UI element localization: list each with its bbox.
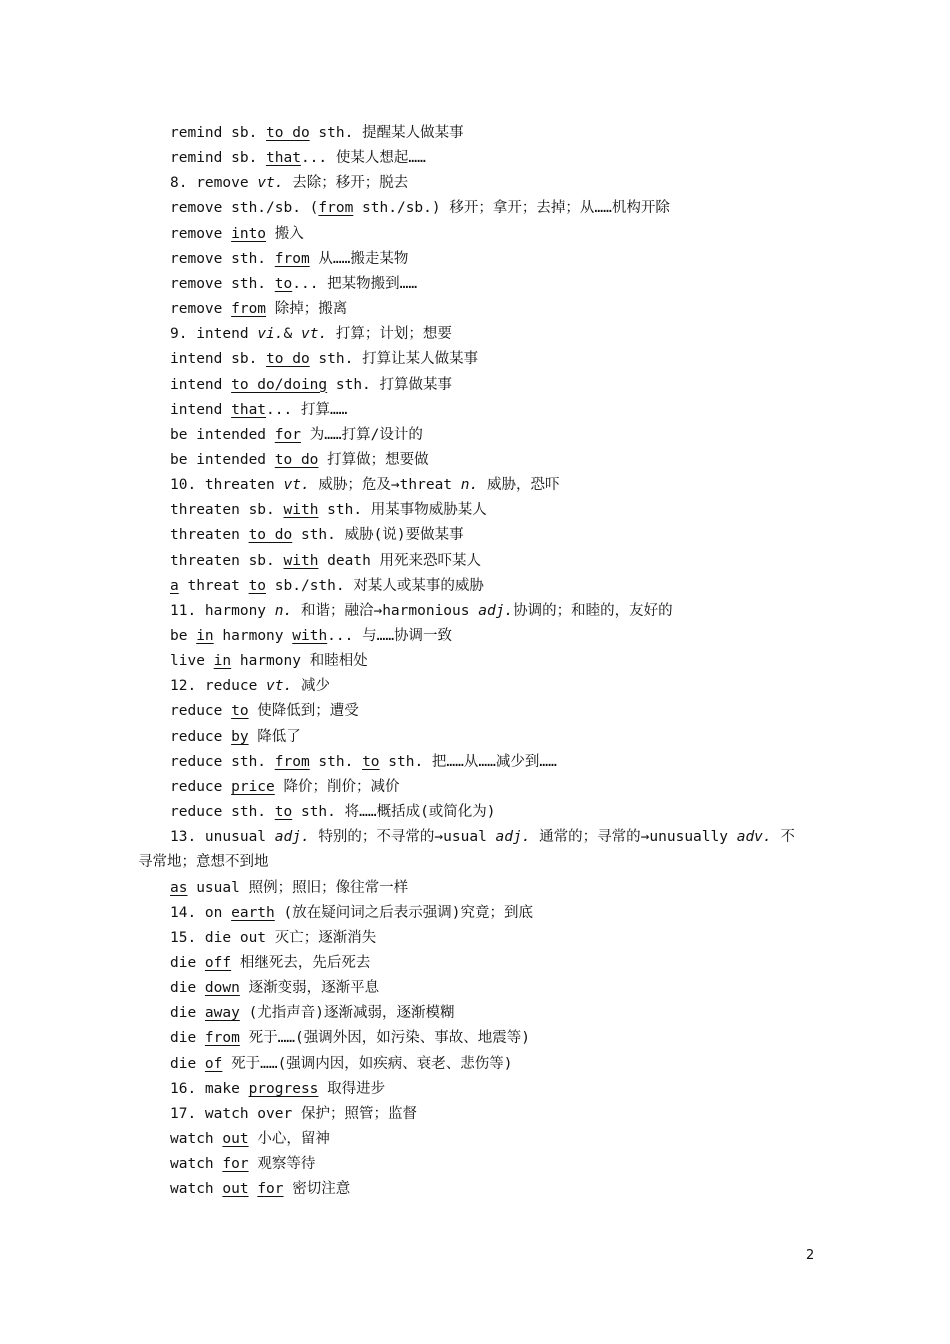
text-segment: harmony — [213, 628, 293, 644]
underlined-term: down — [204, 980, 240, 997]
underlined-term: as — [170, 879, 188, 896]
text-line — [170, 198, 670, 218]
underlined-term: by — [231, 728, 249, 745]
text-segment: die — [170, 1005, 205, 1022]
text-segment: ... 打算…… — [266, 401, 348, 418]
text-segment: ... 把某物搬到…… — [292, 275, 418, 292]
underlined-term: from — [204, 1030, 240, 1047]
part-of-speech: vt. — [300, 326, 328, 343]
text-line — [170, 576, 484, 596]
text-line — [170, 1054, 513, 1074]
underlined-term: for — [274, 426, 301, 443]
text-segment: & — [283, 326, 301, 343]
text-segment: reduce — [170, 703, 232, 720]
underlined-term: out — [222, 1181, 249, 1198]
part-of-speech: adj. — [274, 829, 310, 846]
text-line — [170, 651, 368, 671]
text-line — [170, 123, 464, 143]
part-of-speech: adv. — [736, 829, 772, 846]
text-line — [170, 375, 452, 395]
underlined-term: to do — [274, 451, 319, 468]
underlined-term: away — [204, 1005, 240, 1022]
text-segment: 寻常地；意想不到地 — [138, 854, 269, 871]
underlined-term: with — [283, 502, 319, 519]
text-line — [170, 903, 533, 923]
underlined-term: of — [204, 1055, 223, 1072]
text-segment: watch — [170, 1156, 223, 1173]
text-segment: intend — [170, 376, 232, 393]
text-line — [170, 1028, 530, 1048]
text-line — [170, 701, 359, 721]
part-of-speech: adj. — [478, 602, 514, 619]
text-segment: 为……打算/设计的 — [300, 426, 423, 443]
text-line — [170, 1154, 315, 1174]
text-segment: 相继死去，先后死去 — [231, 954, 371, 971]
text-segment: remove sth./sb. ( — [170, 200, 319, 217]
text-segment: 除掉；搬离 — [266, 301, 348, 318]
text-segment: reduce sth. — [170, 753, 275, 770]
text-segment: 死于……(强调外因，如污染、事故、地震等) — [239, 1030, 530, 1047]
text-line — [170, 148, 426, 168]
part-of-speech: n. — [460, 477, 479, 494]
text-segment: 特别的；不寻常的→usual — [309, 829, 496, 846]
text-line — [170, 802, 496, 822]
underlined-term: earth — [231, 904, 275, 921]
text-line — [170, 601, 673, 621]
text-segment: 威胁，恐吓 — [478, 477, 560, 494]
page-number: 2 — [806, 1248, 815, 1263]
text-line — [170, 450, 429, 470]
text-segment: remove — [170, 225, 232, 242]
underlined-term: that — [266, 150, 301, 167]
text-segment: sth. 将……概括成(或简化为) — [292, 804, 496, 821]
text-segment: 小心，留神 — [248, 1131, 330, 1147]
underlined-term: off — [204, 954, 232, 971]
text-segment: 协调的；和睦的，友好的 — [513, 602, 673, 619]
text-line — [170, 1179, 350, 1199]
text-segment: 通常的；寻常的→unusually — [530, 829, 737, 846]
underlined-term: to — [231, 703, 249, 720]
part-of-speech: n. — [274, 602, 293, 619]
text-segment: sb./sth. 对某人或某事的威胁 — [266, 577, 484, 594]
underlined-term: to — [248, 577, 267, 594]
text-segment: 打算做；想要做 — [318, 451, 429, 468]
underlined-term: in — [196, 628, 214, 644]
text-line — [170, 676, 330, 696]
text-line — [170, 777, 400, 797]
text-segment: harmony 和睦相处 — [231, 653, 368, 670]
underlined-term: to do — [248, 527, 293, 544]
text-segment: 15. die out 灭亡；逐渐消失 — [170, 929, 377, 946]
underlined-term: price — [231, 778, 275, 795]
text-line — [170, 324, 452, 344]
underlined-term: to do — [266, 125, 310, 141]
part-of-speech: vi. — [257, 326, 284, 343]
text-line — [170, 953, 370, 973]
text-segment: remove sth. — [170, 250, 275, 267]
text-line — [170, 349, 478, 369]
text-line — [170, 500, 487, 520]
text-line — [170, 475, 559, 495]
text-segment: ... 使某人想起…… — [300, 150, 426, 167]
underlined-term: into — [231, 225, 267, 242]
text-line — [170, 551, 481, 571]
text-segment: watch — [170, 1181, 223, 1198]
text-segment: be intended — [170, 426, 275, 443]
text-segment: 17. watch over 保护；照管；监督 — [170, 1105, 417, 1122]
text-segment: 14. on — [170, 904, 232, 921]
underlined-term: a — [170, 577, 179, 594]
text-segment: 降低了 — [248, 728, 301, 745]
text-line — [170, 1079, 385, 1099]
text-segment: 12. reduce — [170, 678, 267, 695]
underlined-term: to — [274, 804, 293, 821]
text-segment: reduce sth. — [170, 804, 275, 821]
text-line — [170, 727, 301, 747]
text-segment: 和谐；融洽→harmonious — [292, 602, 479, 619]
text-line — [170, 299, 347, 319]
text-segment: intend — [170, 401, 232, 418]
text-segment: die — [170, 980, 205, 997]
underlined-term: progress — [248, 1080, 319, 1097]
text-segment: threaten sb. — [170, 502, 284, 519]
text-segment: die — [170, 1030, 205, 1047]
text-segment: be intended — [170, 451, 275, 468]
text-segment: reduce — [170, 778, 232, 795]
text-line — [170, 1003, 455, 1023]
underlined-term: to — [362, 753, 380, 770]
text-segment: usual 照例；照旧；像往常一样 — [187, 879, 409, 896]
text-line — [170, 425, 423, 445]
text-segment: 观察等待 — [248, 1156, 316, 1173]
text-line — [170, 173, 408, 193]
text-segment: ... 与……协调一致 — [327, 628, 453, 644]
part-of-speech: vt. — [257, 175, 284, 192]
text-line — [138, 852, 269, 872]
underlined-term: from — [231, 301, 267, 318]
text-segment: (尤指声音)逐渐减弱，逐渐模糊 — [239, 1005, 455, 1022]
text-line — [170, 224, 304, 244]
text-segment: 8. remove — [170, 175, 258, 192]
underlined-term: out — [222, 1131, 249, 1147]
text-segment: 打算；计划；想要 — [327, 326, 452, 343]
text-segment: live — [170, 653, 214, 670]
text-segment: sth. 打算做某事 — [327, 376, 453, 393]
text-segment: remove — [170, 301, 232, 318]
text-segment: remind sb. — [170, 125, 267, 141]
text-segment: 16. make — [170, 1080, 249, 1097]
text-segment: die — [170, 1055, 205, 1072]
text-segment: 威胁；危及→threat — [309, 477, 461, 494]
text-segment: remind sb. — [170, 150, 267, 167]
text-line — [170, 978, 379, 998]
text-segment: sth. 威胁(说)要做某事 — [292, 527, 464, 544]
text-segment: 从……搬走某物 — [309, 250, 409, 267]
text-segment: 13. unusual — [170, 829, 275, 846]
underlined-term: for — [257, 1181, 284, 1198]
text-line — [170, 626, 452, 646]
text-segment: 11. harmony — [170, 602, 275, 619]
underlined-term: for — [222, 1156, 249, 1173]
text-segment: 使降低到；遭受 — [248, 703, 359, 720]
text-line — [170, 1104, 417, 1124]
text-line — [170, 274, 417, 294]
text-segment: 死于……(强调内因，如疾病、衰老、悲伤等) — [222, 1055, 513, 1072]
text-segment: threaten — [170, 527, 249, 544]
underlined-term: from — [318, 200, 354, 217]
text-segment: 取得进步 — [318, 1080, 386, 1097]
text-segment: 搬入 — [266, 225, 304, 242]
underlined-term: to do/doing — [231, 376, 328, 393]
text-segment: 去除；移开；脱去 — [283, 175, 409, 192]
text-segment: 10. threaten — [170, 477, 284, 494]
text-line — [170, 878, 408, 898]
underlined-term: from — [274, 753, 310, 770]
text-segment: intend sb. — [170, 351, 267, 368]
underlined-term: with — [292, 628, 328, 644]
text-segment: sth. 打算让某人做某事 — [309, 351, 479, 368]
text-segment: sth. 用某事物威胁某人 — [318, 502, 487, 519]
part-of-speech: adj. — [495, 829, 531, 846]
text-line — [170, 928, 376, 948]
part-of-speech: vt. — [283, 477, 310, 494]
underlined-term: to do — [266, 351, 310, 368]
text-segment: die — [170, 954, 205, 971]
text-segment: threaten sb. — [170, 552, 284, 569]
text-line — [170, 827, 795, 847]
text-segment: 减少 — [292, 678, 330, 695]
underlined-term: from — [274, 250, 310, 267]
text-segment: 密切注意 — [283, 1181, 351, 1198]
text-segment: (放在疑问词之后表示强调)究竟；到底 — [274, 904, 533, 921]
text-line — [170, 1129, 330, 1149]
text-segment: sth. 提醒某人做某事 — [309, 125, 464, 141]
underlined-term: that — [231, 401, 267, 418]
text-segment: 不 — [771, 829, 795, 846]
text-segment: threat — [178, 577, 249, 594]
text-segment: remove sth. — [170, 275, 275, 292]
text-segment: reduce — [170, 728, 232, 745]
text-segment: be — [170, 628, 197, 644]
part-of-speech: vt. — [266, 678, 293, 695]
text-segment: 逐渐变弱，逐渐平息 — [239, 980, 380, 997]
underlined-term: to — [274, 275, 293, 292]
text-segment: death 用死来恐吓某人 — [318, 552, 482, 569]
text-line — [170, 249, 408, 269]
text-segment: sth. — [309, 753, 363, 770]
text-line — [170, 525, 464, 545]
text-segment: watch — [170, 1131, 223, 1147]
text-segment: sth. 把……从……减少到…… — [379, 753, 557, 770]
underlined-term: with — [283, 552, 319, 569]
underlined-term: in — [213, 653, 232, 670]
text-segment: sth./sb.) 移开；拿开；去掉；从……机构开除 — [353, 200, 670, 217]
text-segment: 9. intend — [170, 326, 258, 343]
text-line — [170, 400, 347, 420]
text-segment: 降价；削价；减价 — [274, 778, 400, 795]
text-line — [170, 752, 557, 772]
